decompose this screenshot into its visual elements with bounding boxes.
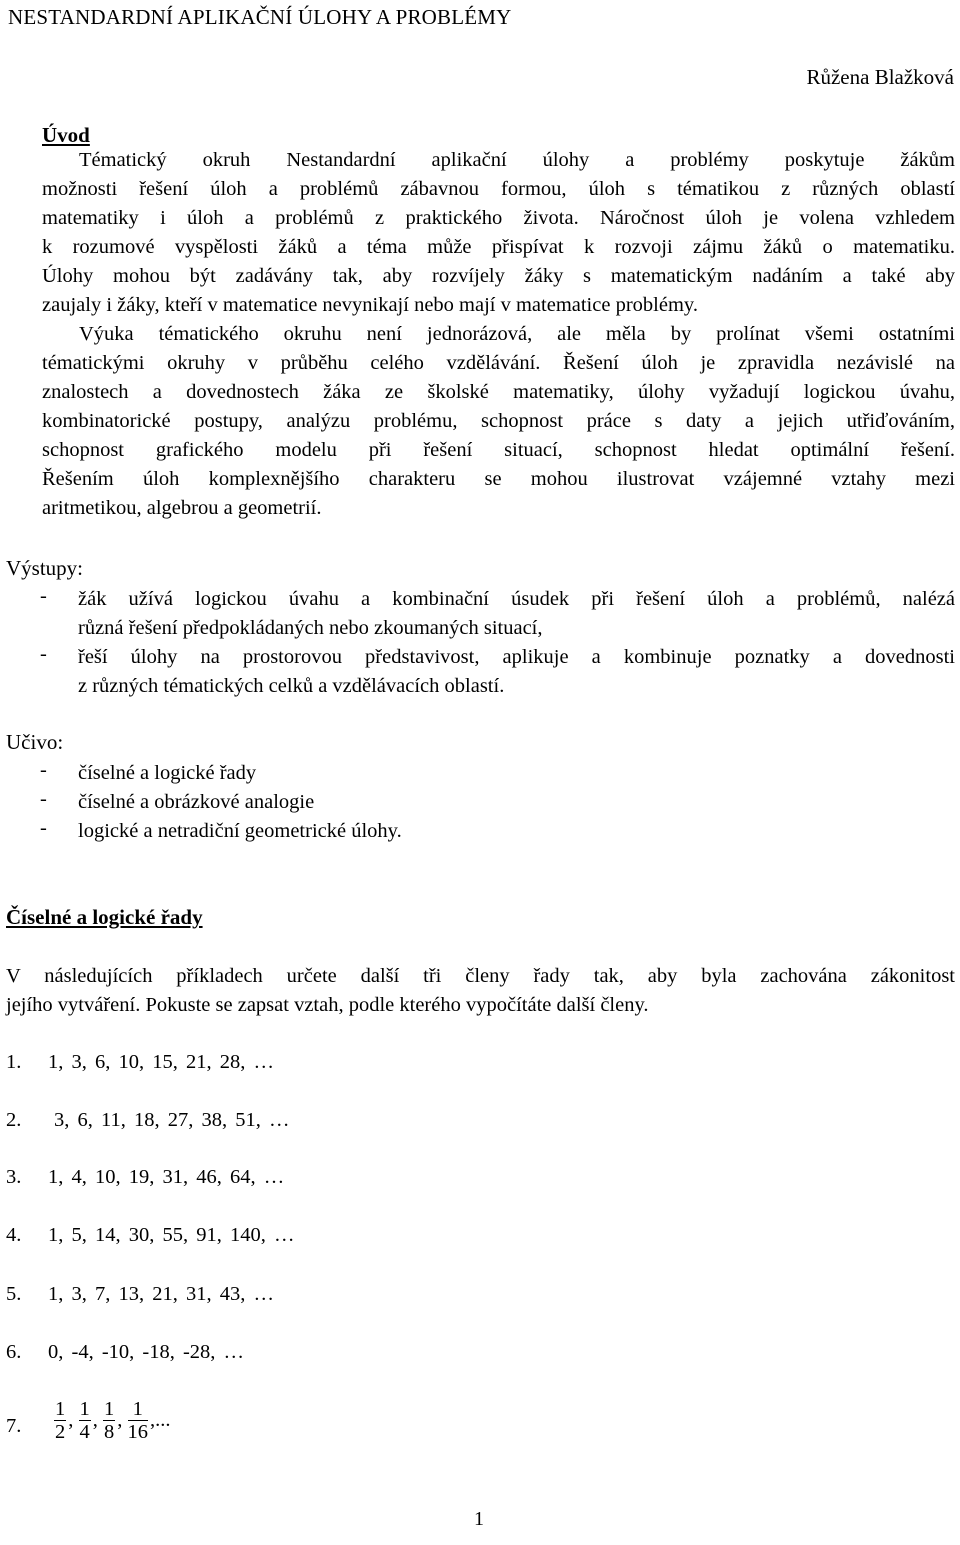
sequence-values: 3, 6, 11, 18, 27, 38, 51, … xyxy=(54,1109,290,1131)
ucivo-text: číselné a obrázkové analogie xyxy=(78,791,315,813)
vystupy-label: Výstupy: xyxy=(6,556,84,580)
section-paragraph xyxy=(6,962,955,1020)
sequence-number: 3. xyxy=(6,1166,22,1188)
document-title: NESTANDARDNÍ APLIKAČNÍ ÚLOHY A PROBLÉMY xyxy=(8,5,512,29)
fraction: $\frac{1}{16}$ xyxy=(127,1398,148,1443)
sequence-number: 7. xyxy=(6,1415,22,1437)
intro-line: Úlohy mohou být zadávány tak, aby rozvíjely žáky s matematickým nadáním a také aby xyxy=(42,265,955,287)
sequence-number: 1. xyxy=(6,1051,22,1073)
dash: - xyxy=(40,817,47,839)
intro-line: možnosti řešení úloh a problémů zábavnou formou, úloh s tématikou z různých oblastí xyxy=(42,178,955,200)
intro-line: Výuka tématického okruhu není jednorázová, ale měla by prolínat všemi ostatními xyxy=(79,323,955,345)
section-line: V následujících příkladech určete další tři členy řady tak, aby byla zachována zákonitost xyxy=(6,965,955,987)
sequence-values: 1, 5, 14, 30, 55, 91, 140, … xyxy=(48,1224,295,1246)
intro-line: zaujaly i žáky, kteří v matematice nevynikají nebo mají v matematice problémy. xyxy=(42,294,698,316)
sequence-number: 4. xyxy=(6,1224,22,1246)
intro-line: tématickými okruhy v průběhu celého vzdělávání. Řešení úloh je zpravidla nezávislé na xyxy=(42,352,955,374)
vystupy-line: žák užívá logickou úvahu a kombinační úsudek při řešení úloh a problémů, nalézá xyxy=(78,588,955,610)
sequence-values: 1, 3, 7, 13, 21, 31, 43, … xyxy=(48,1283,274,1305)
intro-line: aritmetikou, algebrou a geometrií. xyxy=(42,497,322,519)
sequence-values: 1, 4, 10, 19, 31, 46, 64, … xyxy=(48,1166,285,1188)
fraction: $\frac{1}{8}$ xyxy=(104,1398,115,1443)
vystupy-line: různá řešení předpokládaných nebo zkoumaných situací, xyxy=(78,617,543,639)
intro-line: kombinatorické postupy, analýzu problému, schopnost práce s daty a jejich utřiďováním, xyxy=(42,410,955,432)
vystupy-line: z různých tématických celků a vzdělávacích oblastí. xyxy=(78,675,505,697)
section-heading: Číselné a logické řady xyxy=(6,905,203,929)
dash: - xyxy=(40,643,47,665)
dash: - xyxy=(40,585,47,607)
intro-paragraph xyxy=(42,146,955,523)
sequence-values: 1, 3, 6, 10, 15, 21, 28, … xyxy=(48,1051,274,1073)
ucivo-label: Učivo: xyxy=(6,730,64,754)
intro-line: matematiky i úloh a problémů z praktického života. Náročnost úloh je volena vzhledem xyxy=(42,207,955,229)
intro-line: k rozumové vyspělosti žáků a téma může přispívat k rozvoji zájmu žáků o matematiku. xyxy=(42,236,955,258)
sequence-number: 6. xyxy=(6,1341,22,1363)
sequence-values: 0, -4, -10, -18, -28, … xyxy=(48,1341,245,1363)
intro-heading: Úvod xyxy=(42,123,90,147)
author-name: Růžena Blažková xyxy=(806,65,954,89)
sequence-number: 5. xyxy=(6,1283,22,1305)
ucivo-text: číselné a logické řady xyxy=(78,762,257,784)
dash: - xyxy=(40,759,47,781)
section-line: jejího vytváření. Pokuste se zapsat vztah, podle kterého vypočítáte další členy. xyxy=(6,994,649,1016)
intro-line: znalostech a dovednostech žáka ze školské matematiky, úlohy vyžadují logickou úvahu, xyxy=(42,381,955,403)
fraction: $\frac{1}{4}$ xyxy=(79,1398,90,1443)
dash: - xyxy=(40,788,47,810)
ucivo-text: logické a netradiční geometrické úlohy. xyxy=(78,820,402,842)
intro-line: schopnost grafického modelu při řešení situací, schopnost hledat optimální řešení. xyxy=(42,439,955,461)
sequence-number: 2. xyxy=(6,1109,22,1131)
fraction: $\frac{1}{2}$ xyxy=(55,1398,66,1443)
intro-line: Tématický okruh Nestandardní aplikační úlohy a problémy poskytuje žákům xyxy=(79,149,955,171)
page-number: 1 xyxy=(474,1508,484,1530)
sequence-fractions: $\frac{1}{2}$ , $\frac{1}{4}$ , $\frac{1}{8}$ , $\frac{1}{16}$ ,... xyxy=(55,1398,171,1443)
intro-line: Řešením úloh komplexnějšího charakteru se mohou ilustrovat vzájemné vztahy mezi xyxy=(42,468,955,490)
vystupy-line: řeší úlohy na prostorovou představivost, aplikuje a kombinuje poznatky a dovednosti xyxy=(78,646,955,668)
